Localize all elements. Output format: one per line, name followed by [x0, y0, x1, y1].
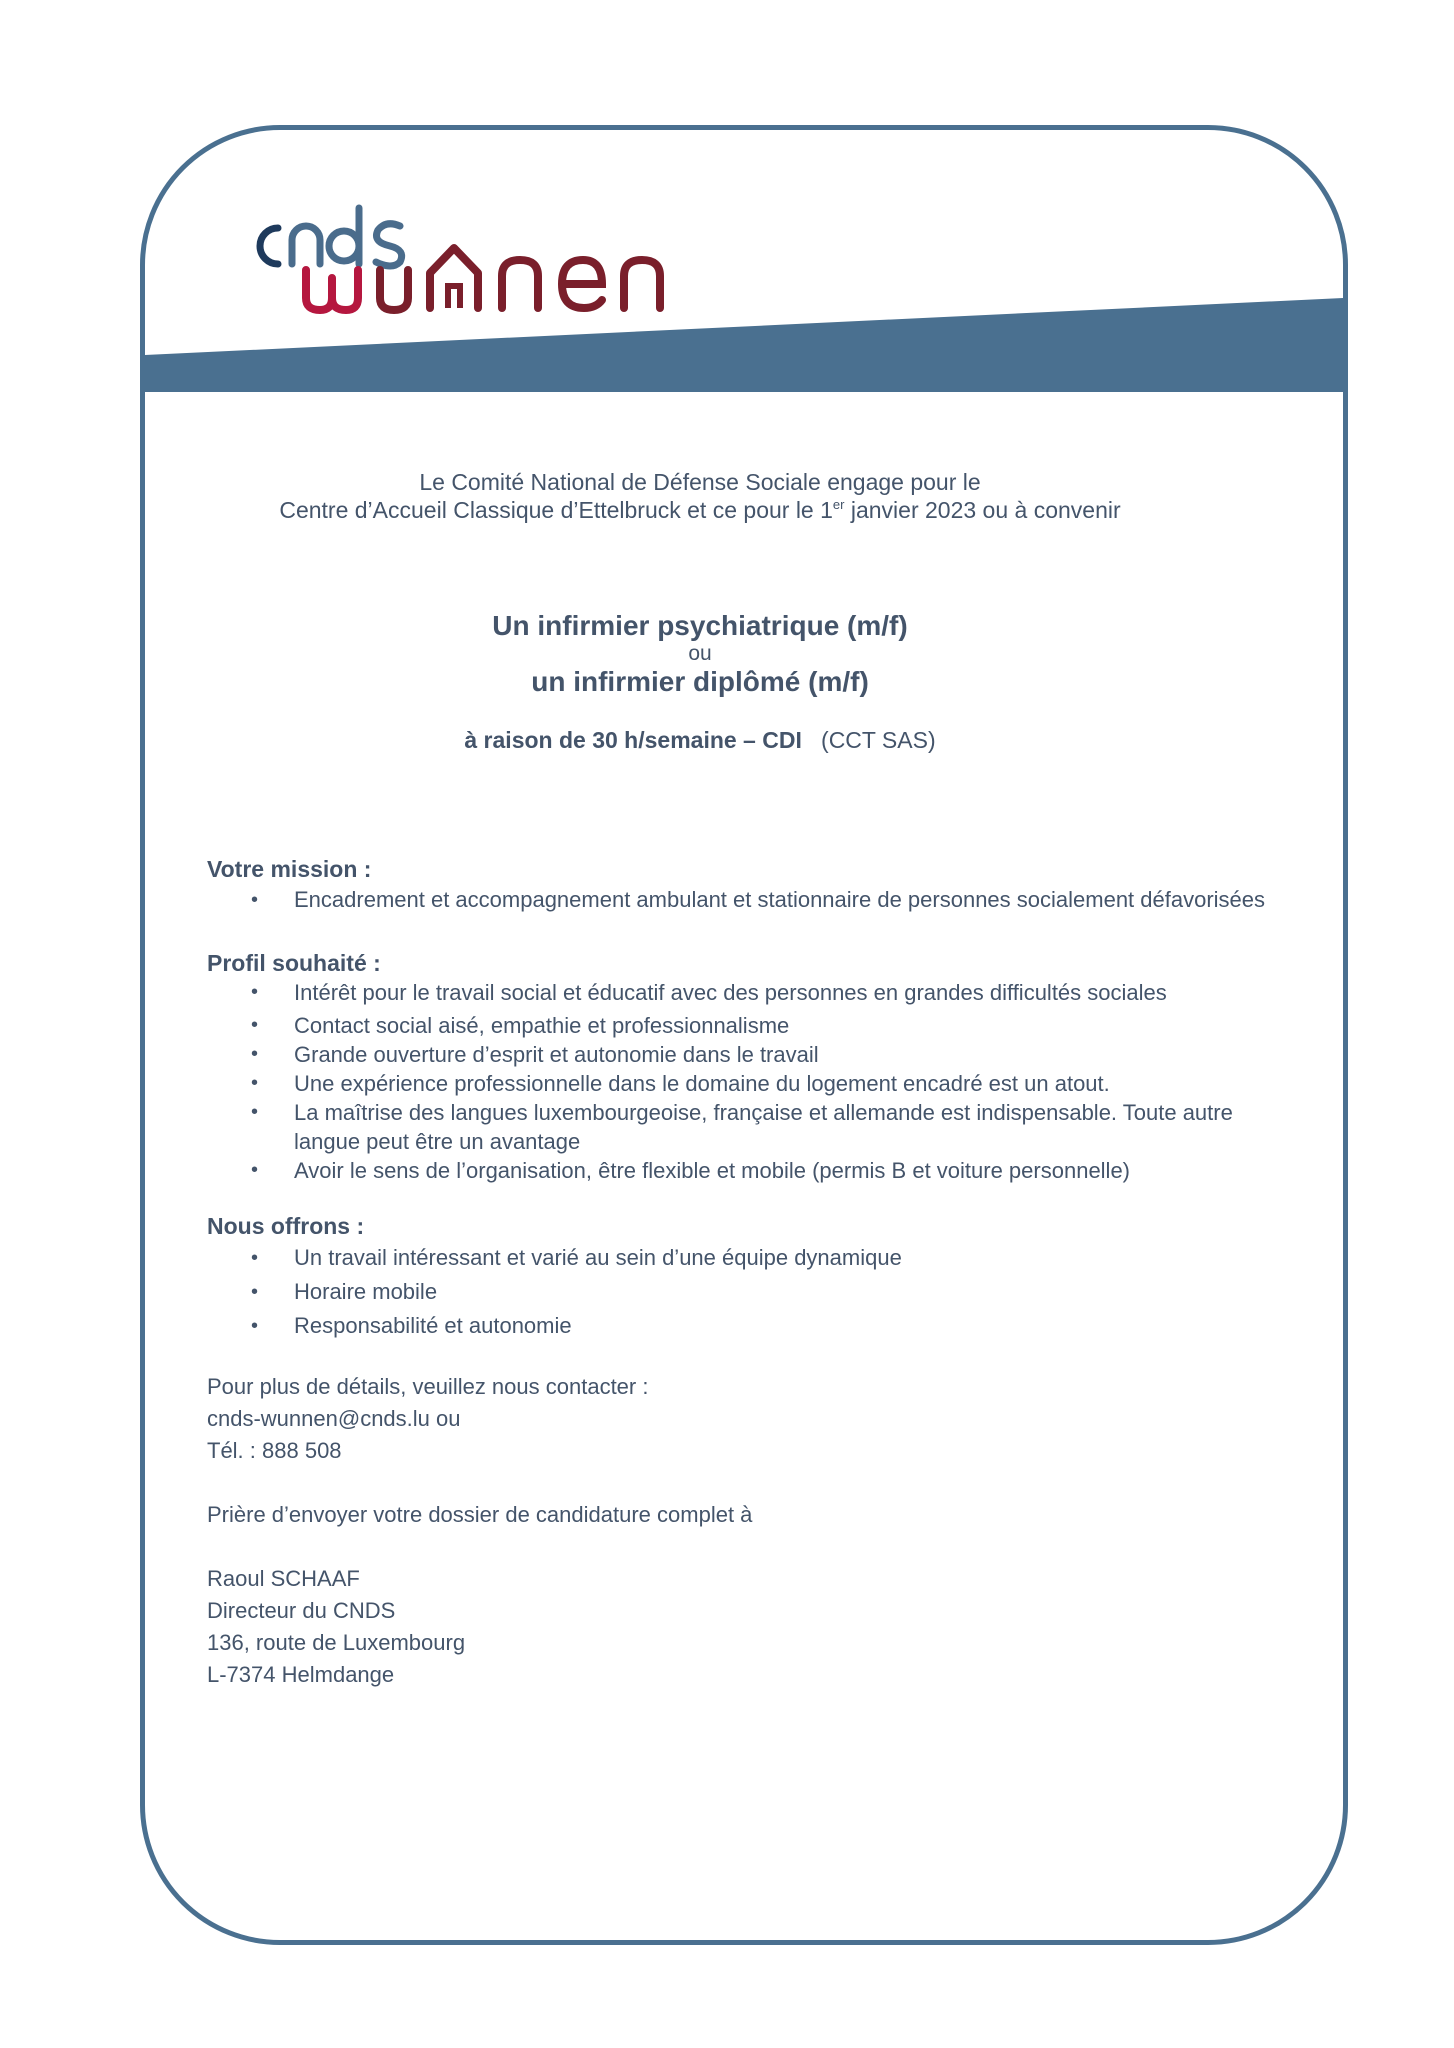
- bullet: •: [251, 1281, 259, 1303]
- cnds-wunnen-logo: [240, 158, 710, 318]
- job-title-2: un infirmier diplômé (m/f): [531, 666, 869, 697]
- list-item-text: Grande ouverture d’esprit et autonomie dans le travail: [294, 1042, 819, 1067]
- intro-line-2-start: Centre d’Accueil Classique d’Ettelbruck et ce pour le 1: [279, 497, 833, 523]
- bullet: •: [251, 889, 259, 911]
- list-item-text: Contact social aisé, empathie et professionnalisme: [294, 1013, 790, 1038]
- address-block: [207, 1563, 1297, 1691]
- document-content: [207, 468, 1297, 1691]
- job-terms-bold: à raison de 30 h/semaine – CDI: [464, 727, 802, 753]
- intro-line-1: Le Comité National de Défense Sociale engage pour le: [419, 469, 981, 495]
- list-item: [207, 1098, 1294, 1156]
- list-item-text: Intérêt pour le travail social et éducatif avec des personnes en grandes difficultés sociales: [294, 980, 1167, 1005]
- job-titles: [155, 610, 1245, 754]
- offer-section: [207, 1211, 1297, 1343]
- contact-phone: Tél. : 888 508: [207, 1438, 342, 1463]
- list-item-text: Une expérience professionnelle dans le domaine du logement encadré est un atout.: [294, 1071, 1110, 1096]
- bullet: •: [251, 1043, 259, 1065]
- list-item-text: La maîtrise des langues luxembourgeoise, française et allemande est indispensable. Toute autre langue peut être un avantage: [294, 1100, 1233, 1154]
- list-item-text: Encadrement et accompagnement ambulant et stationnaire de personnes socialement défavorisées: [294, 887, 1266, 912]
- intro-superscript: er: [832, 497, 845, 512]
- mission-title: Votre mission :: [207, 856, 372, 882]
- list-item-text: Responsabilité et autonomie: [294, 1313, 572, 1338]
- bullet: •: [251, 1014, 259, 1036]
- bullet: •: [251, 1101, 259, 1123]
- contact-intro: Pour plus de détails, veuillez nous contacter :: [207, 1374, 649, 1399]
- list-item: [207, 978, 1294, 1007]
- address-street: 136, route de Luxembourg: [207, 1630, 466, 1655]
- intro-paragraph: [155, 468, 1245, 524]
- profile-section: [207, 948, 1297, 1185]
- list-item-text: Un travail intéressant et varié au sein d’une équipe dynamique: [294, 1245, 902, 1270]
- job-or: ou: [688, 642, 712, 665]
- intro-line-2: [155, 496, 1245, 524]
- list-item: [207, 1069, 1294, 1098]
- list-item: [207, 1275, 1294, 1309]
- list-item: [207, 1241, 1294, 1275]
- mission-list: [207, 884, 1297, 916]
- mission-section: [207, 854, 1297, 916]
- contact-email[interactable]: cnds-wunnen@cnds.lu ou: [207, 1406, 461, 1431]
- bullet: •: [251, 1315, 259, 1337]
- offer-title: Nous offrons :: [207, 1213, 365, 1239]
- list-item: [207, 1011, 1294, 1040]
- list-item: [207, 1040, 1294, 1069]
- profile-title: Profil souhaité :: [207, 950, 381, 976]
- list-item-text: Horaire mobile: [294, 1279, 438, 1304]
- address-name: Raoul SCHAAF: [207, 1566, 360, 1591]
- job-terms-plain: (CCT SAS): [821, 727, 936, 753]
- intro-line-2-end: janvier 2023 ou à convenir: [844, 497, 1121, 523]
- job-title-1: Un infirmier psychiatrique (m/f): [492, 610, 908, 641]
- job-terms: [155, 726, 1245, 754]
- list-item-text: Avoir le sens de l’organisation, être flexible et mobile (permis B et voiture personnelle): [294, 1158, 1131, 1183]
- address-role: Directeur du CNDS: [207, 1598, 396, 1623]
- profile-list: [207, 978, 1297, 1185]
- bullet: •: [251, 1072, 259, 1094]
- offer-list: [207, 1241, 1297, 1343]
- contact-block: [207, 1371, 1297, 1467]
- bullet: •: [251, 1247, 259, 1269]
- list-item: [207, 1156, 1294, 1185]
- list-item: [207, 884, 1294, 916]
- application-text: Prière d’envoyer votre dossier de candidature complet à: [207, 1502, 753, 1527]
- bullet: •: [251, 981, 259, 1003]
- bullet: •: [251, 1159, 259, 1181]
- list-item: [207, 1309, 1294, 1343]
- address-city: L-7374 Helmdange: [207, 1662, 395, 1687]
